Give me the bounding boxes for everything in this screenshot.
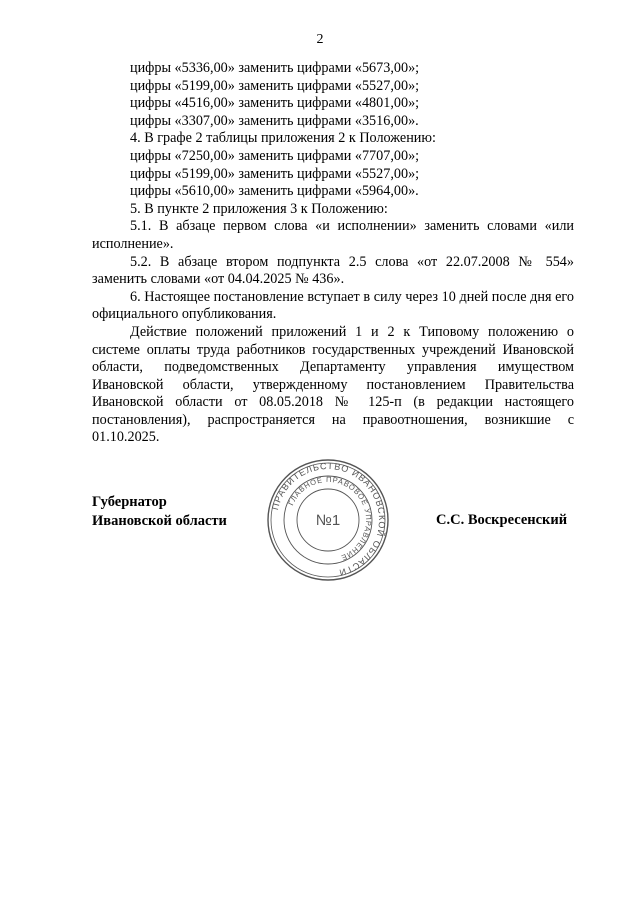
item-6: 6. Настоящее постановление вступает в силу через 10 дней после дня его официального опубликования. bbox=[92, 288, 574, 323]
page-number: 2 bbox=[316, 32, 324, 47]
body-line: цифры «5199,00» заменить цифрами «5527,00»; bbox=[130, 165, 420, 182]
signatory-title-line-1: Губернатор bbox=[92, 494, 167, 510]
seal-inner-text: ГЛАВНОЕ ПРАВОВОЕ УПРАВЛЕНИЕ bbox=[286, 474, 374, 563]
signatory-title-line-2: Ивановской области bbox=[92, 513, 227, 529]
official-seal-stamp bbox=[266, 458, 390, 582]
signatory-name: С.С. Воскресенский bbox=[436, 512, 568, 528]
item-4-header: 4. В графе 2 таблицы приложения 2 к Положению: bbox=[130, 130, 436, 147]
body-line: цифры «3307,00» заменить цифрами «3516,00». bbox=[130, 112, 419, 129]
effect-paragraph: Действие положений приложений 1 и 2 к Типовому положению о системе оплаты труда работников государственных учреждений Ивановской области, подведомственных Департаменту управления имуществом Ивановской области, утвержденному постановлением Правительства Ивановской области от 08.05.2018 № 125-п (в редакции настоящего постановления), распространяется на правоотношения, возникшие с 01.10.2025. bbox=[92, 323, 574, 446]
body-line: цифры «4516,00» заменить цифрами «4801,00»; bbox=[130, 95, 420, 112]
body-line: цифры «5610,00» заменить цифрами «5964,00». bbox=[130, 183, 419, 200]
document-body bbox=[92, 60, 574, 447]
seal-number: №1 bbox=[315, 512, 341, 529]
item-5-1: 5.1. В абзаце первом слова «и исполнении» заменить словами «или исполнение». bbox=[92, 218, 574, 252]
body-line: цифры «7250,00» заменить цифрами «7707,00»; bbox=[130, 147, 420, 164]
body-line: цифры «5336,00» заменить цифрами «5673,00»; bbox=[130, 60, 420, 76]
item-5-header: 5. В пункте 2 приложения 3 к Положению: bbox=[130, 200, 388, 217]
body-line: цифры «5199,00» заменить цифрами «5527,00»; bbox=[130, 77, 420, 94]
seal-outer-text: ПРАВИТЕЛЬСТВО ИВАНОВСКОЙ ОБЛАСТИ bbox=[270, 460, 388, 578]
item-5-2: 5.2. В абзаце втором подпункта 2.5 слова «от 22.07.2008 № 554» заменить словами «от 04.04.2025 № 436». bbox=[92, 253, 574, 288]
